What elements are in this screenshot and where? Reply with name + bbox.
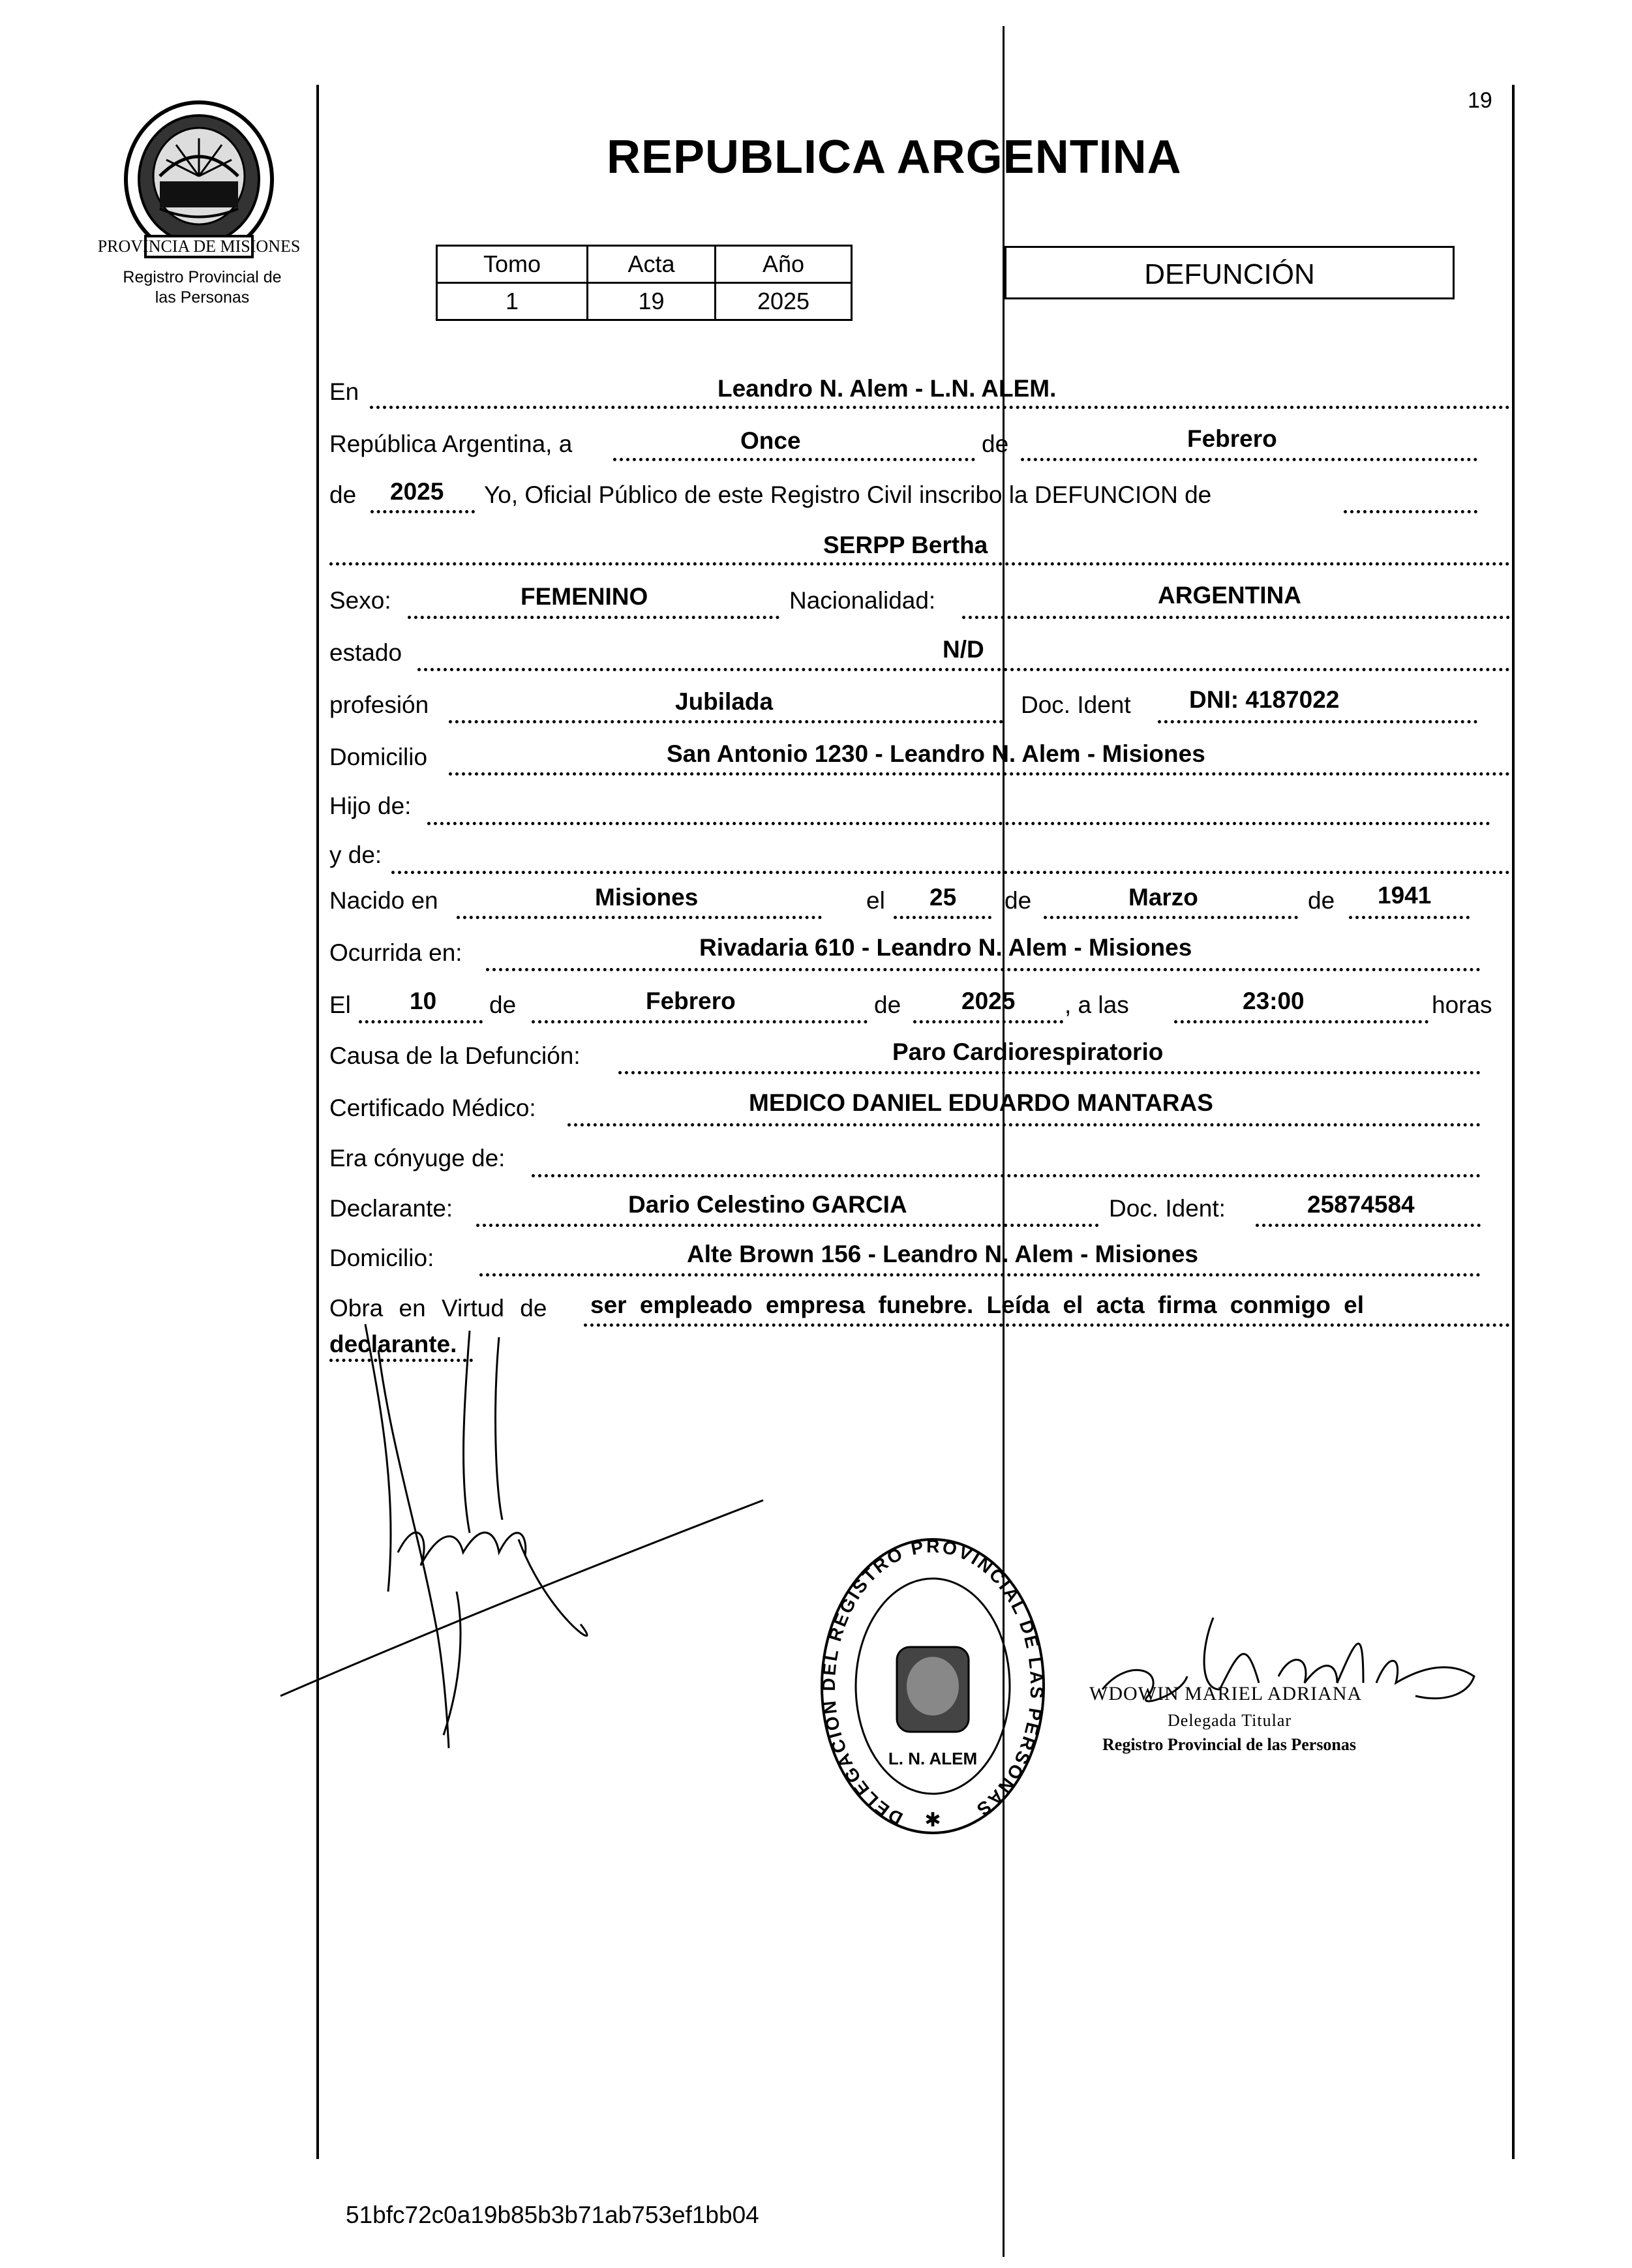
el2-label: El (329, 991, 351, 1018)
deceased-name-value: SERPP Bertha (823, 532, 988, 558)
certificado-value: MEDICO DANIEL EDUARDO MANTARAS (749, 1089, 1213, 1116)
left-margin-line (316, 85, 319, 2159)
domicilio-label: Domicilio (329, 744, 428, 770)
sexo-value: FEMENINO (521, 583, 648, 610)
profesion-underline (449, 720, 1003, 723)
delegate-name: WDOWIN MARIEL ADRIANA (1089, 1683, 1363, 1704)
page-number: 19 (1468, 88, 1492, 113)
doc-ident-label: Doc. Ident (1021, 691, 1131, 718)
en-value: Leandro N. Alem - L.N. ALEM. (718, 375, 1057, 402)
registro-line2: las Personas (155, 288, 250, 307)
seal-text: PROVINCIA DE MISIONES (97, 237, 301, 256)
doc-ident2-underline (1256, 1224, 1481, 1227)
causa-label: Causa de la Defunción: (329, 1042, 581, 1069)
causa-value: Paro Cardiorespiratorio (892, 1038, 1164, 1065)
registro-label (98, 267, 307, 308)
stamp-ring-text: DELEGACION DEL REGISTRO PROVINCIAL DE LAS PERSONAS (818, 1535, 1048, 1829)
horas-label: horas (1432, 991, 1492, 1018)
month-value: Febrero (1187, 425, 1277, 452)
ocurrida-label: Ocurrida en: (329, 939, 462, 966)
hijo-underline (427, 822, 1490, 825)
header-acta: Acta (588, 246, 716, 283)
estado-value: N/D (943, 636, 984, 663)
certificado-label: Certificado Médico: (329, 1095, 536, 1121)
year-value: 2025 (390, 478, 444, 505)
sexo-underline (408, 616, 779, 619)
birth-day-underline (894, 916, 991, 919)
nacionalidad-underline (962, 616, 1510, 619)
nacido-value: Misiones (595, 884, 699, 911)
doc-ident-value: DNI: 4187022 (1189, 686, 1340, 713)
obra-value: ser empleado empresa funebre. Leída el acta firma conmigo el (590, 1292, 1364, 1318)
de6-label: de (874, 991, 901, 1018)
de5-label: de (489, 991, 517, 1018)
obra-label: Obra en Virtud de (329, 1295, 547, 1322)
birth-month-value: Marzo (1128, 884, 1198, 911)
delegate-org: Registro Provincial de las Personas (1102, 1735, 1357, 1754)
doc-ident2-label: Doc. Ident: (1109, 1195, 1226, 1222)
death-time-underline (1174, 1020, 1428, 1023)
conyuge-label: Era cónyuge de: (329, 1145, 506, 1172)
en-label: En (329, 378, 359, 405)
conyuge-underline (532, 1174, 1481, 1177)
ocurrida-underline (486, 968, 1481, 971)
nacido-label: Nacido en (329, 887, 438, 914)
y-de-underline (391, 871, 1510, 874)
hijo-label: Hijo de: (329, 793, 412, 819)
death-time-value: 23:00 (1243, 988, 1305, 1014)
value-acta: 19 (588, 283, 716, 320)
estado-label: estado (329, 639, 402, 666)
domicilio2-value: Alte Brown 156 - Leandro N. Alem - Misiones (687, 1241, 1198, 1267)
declarante-value: Dario Celestino GARCIA (628, 1191, 907, 1218)
nacionalidad-value: ARGENTINA (1158, 582, 1301, 609)
document-hash: 51bfc72c0a19b85b3b71ab753ef1bb04 (346, 2201, 759, 2228)
declarante-label: Declarante: (329, 1195, 453, 1222)
doc-ident2-value: 25874584 (1307, 1191, 1415, 1218)
header-anio: Año (716, 246, 852, 283)
delegate-role: Delegada Titular (1168, 1711, 1292, 1730)
declarante-underline (476, 1224, 1099, 1227)
name-underline (329, 562, 1510, 566)
alas-label: , a las (1065, 991, 1129, 1018)
estado-underline (417, 668, 1510, 671)
birth-year-underline (1349, 916, 1470, 919)
death-year-value: 2025 (961, 988, 1016, 1014)
death-day-underline (359, 1020, 483, 1023)
death-year-underline (913, 1020, 1063, 1023)
stamp-bottom-text: L. N. ALEM (888, 1749, 978, 1768)
domicilio2-label: Domicilio: (329, 1245, 434, 1271)
value-anio: 2025 (716, 283, 852, 320)
el-label: el (866, 887, 885, 914)
domicilio2-underline (479, 1273, 1481, 1277)
official-stamp (815, 1533, 1050, 1839)
declarant-signature (267, 1318, 776, 1774)
birth-day-value: 25 (929, 884, 957, 911)
oficial-text: Yo, Oficial Público de este Registro Civil inscribo la DEFUNCION de (484, 481, 1212, 508)
profesion-label: profesión (329, 691, 429, 718)
obra-value-continued: declarante. (329, 1331, 457, 1357)
en-underline (370, 406, 1510, 409)
domicilio-underline (449, 772, 1510, 776)
de-label: de (982, 431, 1009, 457)
right-margin-line (1512, 85, 1515, 2159)
death-day-value: 10 (410, 988, 437, 1014)
stamp-star-icon: ✱ (924, 1809, 941, 1832)
causa-underline (618, 1071, 1481, 1074)
day-underline (613, 458, 975, 461)
birth-month-underline (1044, 916, 1298, 919)
oficial-underline (1344, 510, 1477, 513)
de2-label: de (329, 481, 357, 508)
page-title: REPUBLICA ARGENTINA (607, 131, 1182, 183)
tomo-acta-anio-table (436, 245, 853, 321)
birth-year-value: 1941 (1378, 882, 1432, 909)
nacionalidad-label: Nacionalidad: (789, 587, 936, 614)
year-underline (370, 510, 475, 513)
y-de-label: y de: (329, 841, 382, 868)
doc-ident-underline (1158, 720, 1477, 723)
death-month-underline (532, 1020, 868, 1023)
record-type-box: DEFUNCIÓN (1005, 246, 1455, 299)
domicilio-value: San Antonio 1230 - Leandro N. Alem - Misiones (667, 740, 1205, 767)
registro-line1: Registro Provincial de (123, 268, 282, 286)
sexo-label: Sexo: (329, 587, 391, 614)
republica-label: República Argentina, a (329, 431, 573, 457)
provincia-misiones-seal-logo (97, 98, 301, 261)
month-underline (1021, 458, 1477, 461)
ocurrida-value: Rivadaria 610 - Leandro N. Alem - Misiones (699, 934, 1192, 961)
certificado-underline (567, 1123, 1481, 1126)
death-month-value: Febrero (646, 988, 736, 1014)
profesion-value: Jubilada (675, 688, 774, 715)
nacido-underline (457, 916, 822, 919)
day-value: Once (740, 427, 801, 454)
value-tomo: 1 (437, 283, 588, 320)
center-fold-line (1003, 26, 1005, 2257)
header-tomo: Tomo (437, 246, 588, 283)
de4-label: de (1308, 887, 1335, 914)
de3-label: de (1005, 887, 1032, 914)
